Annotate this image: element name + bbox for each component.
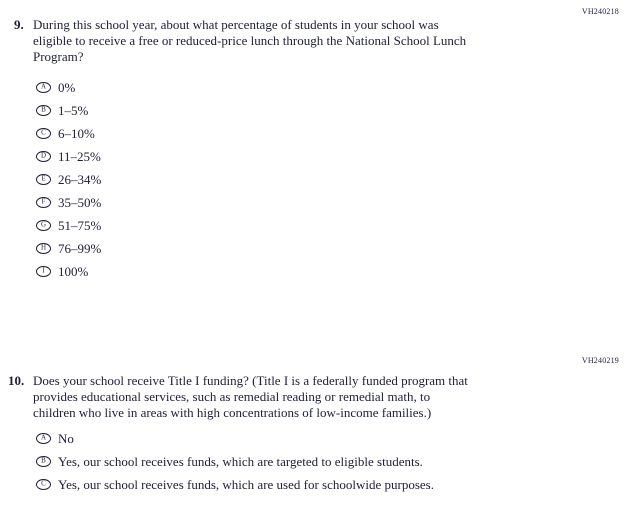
answer-option-row [36, 237, 101, 260]
question-text-line: Does your school receive Title I funding? (Title I is a federally funded program that [33, 373, 468, 388]
answer-bubble[interactable] [36, 82, 51, 93]
answer-option-row [36, 99, 101, 122]
question-text-line: provides educational services, such as remedial reading or remedial math, to [33, 389, 431, 404]
question-number: 9. [14, 17, 24, 32]
answer-option-label: 0% [58, 80, 76, 95]
answer-option-row [36, 473, 434, 496]
answer-option-label: 76–99% [58, 241, 102, 256]
question-text-line: During this school year, about what percentage of students in your school was [33, 17, 439, 32]
answer-bubble[interactable] [36, 105, 51, 116]
question-9-answer-options [36, 76, 101, 283]
answer-option-label: 100% [58, 264, 89, 279]
answer-option-label: 6–10% [58, 126, 95, 141]
answer-option-label: 35–50% [58, 195, 102, 210]
answer-option-row [36, 168, 101, 191]
answer-option-label: 11–25% [58, 149, 101, 164]
bubble-letter: D [40, 151, 47, 160]
answer-option-row [36, 76, 101, 99]
answer-bubble[interactable] [36, 456, 51, 467]
answer-bubble[interactable] [36, 197, 51, 208]
answer-bubble[interactable] [36, 220, 51, 231]
answer-option-label: No [58, 431, 74, 446]
form-code-question-9: VH240218 [581, 7, 619, 16]
bubble-letter: E [41, 174, 46, 183]
bubble-letter: I [42, 266, 45, 275]
answer-bubble[interactable] [36, 479, 51, 490]
bubble-letter: B [41, 105, 46, 114]
answer-option-row [36, 122, 101, 145]
answer-bubble[interactable] [36, 243, 51, 254]
answer-bubble[interactable] [36, 128, 51, 139]
bubble-letter: A [40, 82, 47, 91]
answer-option-row [36, 427, 434, 450]
answer-option-label: Yes, our school receives funds, which are used for schoolwide purposes. [58, 477, 434, 492]
answer-bubble[interactable] [36, 266, 51, 277]
answer-bubble[interactable] [36, 433, 51, 444]
question-10 [0, 373, 631, 421]
bubble-letter: F [41, 197, 46, 206]
question-text [33, 373, 573, 421]
answer-bubble[interactable] [36, 151, 51, 162]
question-text-line: eligible to receive a free or reduced-price lunch through the National School Lunch [33, 33, 467, 48]
answer-bubble[interactable] [36, 174, 51, 185]
bubble-letter: A [40, 433, 47, 442]
bubble-letter: B [41, 456, 46, 465]
question-number: 10. [8, 373, 25, 388]
question-9 [0, 17, 631, 65]
question-10-answer-options [36, 427, 434, 496]
question-text-line: children who live in areas with high concentrations of low-income families.) [33, 405, 432, 420]
bubble-letter: C [41, 128, 46, 137]
answer-option-row [36, 191, 101, 214]
bubble-letter: H [40, 243, 47, 252]
answer-option-row [36, 450, 434, 473]
question-text [33, 17, 573, 65]
answer-option-row [36, 260, 101, 283]
answer-option-row [36, 145, 101, 168]
answer-option-row [36, 214, 101, 237]
answer-option-label: 51–75% [58, 218, 102, 233]
bubble-letter: C [41, 479, 46, 488]
question-text-line: Program? [33, 49, 84, 64]
answer-option-label: 26–34% [58, 172, 102, 187]
answer-option-label: Yes, our school receives funds, which are targeted to eligible students. [58, 454, 423, 469]
answer-option-label: 1–5% [58, 103, 89, 118]
bubble-letter: G [40, 220, 47, 229]
form-code-question-10: VH240219 [581, 356, 619, 365]
